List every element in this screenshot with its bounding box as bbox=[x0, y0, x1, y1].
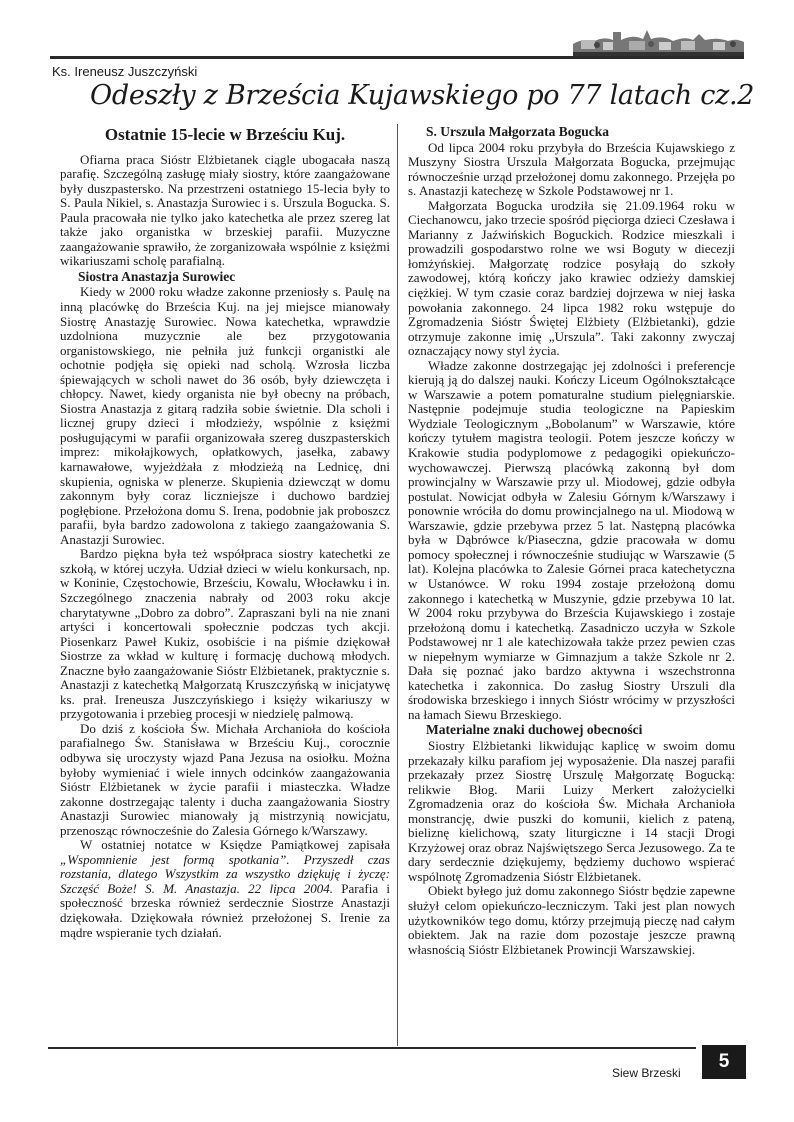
paragraph bbox=[60, 838, 390, 940]
section-heading: Ostatnie 15-lecie w Brześciu Kuj. bbox=[104, 125, 346, 144]
paragraph: Bardzo piękna była też współpraca siostry katechetki ze szkołą, w której uczyła. Udział dzieci w wielu konkursach, np. w Koninie, Częstochowie, Brześciu, Kowalu, Włocławku i in. Szczególnego znaczenia nabrały od 2003 roku akcje charytatywne „Dobro za dobro”. Zapraszani byli na nie znani artyści i koncertowali społecznie podczas tych akcji. Piosenkarz Paweł Kukiz, osobiście i na piśmie dziękował Siostrze za wkład w kulturę i formację duchową młodych. Znaczne było zaangażowanie Sióstr Elżbietanek, praktycznie s. Anastazji z katechetką Małgorzatą Kruszczyńską w inicjatywę ks. prał. Ireneusza Juszczyńskiego i księży wikariuszy w przygotowania i przebieg procesji w niedzielę palmową. bbox=[60, 546, 390, 722]
paragraph-text: Parafia i społeczność brzeska również serdecznie Siostrze Anastazji dziękowała. Dziękowała również przełożonej S. Irenie za mądre wspieranie tych działań. bbox=[60, 880, 391, 940]
article-title: Odeszły z Brześcia Kujawskiego po 77 latach cz.2 bbox=[90, 80, 755, 111]
footer-rule bbox=[48, 1047, 696, 1049]
paragraph: Władze zakonne dostrzegając jej zdolności i preferencje kierują ją do dalszej nauki. Kończy Liceum Ogólnokształcące w Warszawie a potem pomaturalne studium pielęgniarskie. Następnie podejmuje studia teologiczne na Papieskim Wydziale Teologicznym „Bobolanum” w Warszawie, które kończy tytułem magistra teologii. Potem jeszcze kończy w Krakowie studia podyplomowe z pedagogiki opiekuńczo-wychowawczej. Pierwszą placówką zakonną był dom prowincjalny w Warszawie przy ul. Miodowej, gdzie odbyła postulat. Nowicjat odbyła w Zalesiu Górnym k/Warszawy i ponownie wróciła do domu prowincjalnego na ul. Miodową w Warszawie, gdzie przebywa przez 5 lat. Następną placówka była w Dąbrówce k/Piaseczna, gdzie pracowała w domu pomocy społecznej i równocześnie studiując w Warszawie (5 lat). Kolejna placówka to Zalesie Górnei praca katechetyczna w Ustanówce. W roku 1994 zostaje przełożoną domu zakonnego i katechetką w Muszynie, gdzie przebywa 10 lat. W 2004 roku przybywa do Brześcia Kujawskiego i zostaje przełożoną domu i katechetką. Zasadniczo uczyła w Szkole Podstawowej nr 1 ale katechizowała także przez pewien czas w niepełnym wymiarze w Gimnazjum a także Szkole nr 2. Dała się poznać jako bardzo aktywna i wszechstronna katechetka i zakonnica. Do zasług Siostry Urszuli dla środowiska brzeskiego i innych Sióstr wrócimy w przyszłości na łamach Siewu Brzeskiego. bbox=[408, 357, 735, 722]
subheading: Siostra Anastazja Surowiec bbox=[78, 268, 236, 284]
author-name: Ks. Ireneusz Juszczyński bbox=[52, 64, 198, 79]
publication-name: Siew Brzeski bbox=[612, 1066, 681, 1080]
right-column bbox=[408, 124, 735, 957]
paragraph: Siostry Elżbietanki likwidując kaplicę w swoim domu przekazały kilku parafiom jej wyposażenie. Dla naszej parafii przekazały przez Siostrę Urszulę Małgorzatę Bogucką: relikwie Błog. Marii Luizy Merkert założycielki Zgromadzenia oraz do kościoła Św. Michała Archanioła monstrancję, dwie puszki do komunii, kielich z pateną, bieliznę kielichową, szaty liturgiczne i 14 stacji Drogi Krzyżowej oraz obraz Najświętszego Serca Jezusowego. Za te dary serdecznie dziękujemy, będziemy duchowo wspierać wspólnotę Zgromadzenia Sióstr Elżbietanek. bbox=[408, 737, 735, 884]
village-landscape-image bbox=[573, 22, 744, 56]
paragraph: Obiekt byłego już domu zakonnego Sióstr będzie zapewne służył celom opiekuńczo-leczniczym. Taki jest plan nowych użytkowników tego domu, którzy przejmują pieczę nad całym obiektem. Jak na razie dom pozostaje jeszcze prawną własnością Sióstr Elżbietanek Prowincji Warszawskiej. bbox=[408, 883, 735, 957]
paragraph: Małgorzata Bogucka urodziła się 21.09.1964 roku w Ciechanowcu, jako trzecie spośród pięciorga dzieci Czesława i Marianny z Jaźwińskich Boguckich. Rodzice mieszkali i prowadzili gospodarstwo rolne we wsi Boguty w diecezji łomżyńskiej. Małgorzatę rodzice posyłają do szkoły zawodowej, którą kończy jako krawiec odzieży damskiej ciężkiej. W tym czasie coraz bardziej dojrzewa w niej łaska powołania zakonnego. 24 lipca 1982 roku wstępuje do Zgromadzenia Sióstr Świętej Elżbiety (Elżbietanki), gdzie otrzymuje zakonne imię „Urszula”. Taki zakonny zwyczaj oznaczający nowy styl życia. bbox=[408, 197, 735, 359]
paragraph-text: W ostatniej notatce w Księdze Pamiątkowej zapisała bbox=[80, 837, 390, 853]
column-divider bbox=[397, 124, 398, 1046]
page-number: 5 bbox=[702, 1045, 746, 1079]
paragraph: Do dziś z kościoła Św. Michała Archanioła do kościoła parafialnego Św. Stanisława w Brześciu Kuj., corocznie odbywa się uroczysty wjazd Pana Jezusa na osiołku. Można byłoby wymieniać i wiele innych odcinków zaangażowania Sióstr Elżbietanek w życie parafii i miasteczka. Władze zakonne dostrzegając talenty i ducha zaangażowania Siostry Anastazji Surowiec mianowały ją mistrzynią nowicjatu, przenosząc równocześnie do Zalesia Górnego k/Warszawy. bbox=[60, 720, 390, 838]
left-column bbox=[60, 124, 390, 940]
paragraph: Od lipca 2004 roku przybyła do Brześcia Kujawskiego z Muszyny Siostra Urszula Małgorzata Bogucka, przejmując równocześnie urząd przełożonej domu zakonnego. Przejęła po s. Anastazji katechezę w Szkole Podstawowej nr 1. bbox=[408, 139, 735, 199]
guestbook-quote: „Wspomnienie jest formą spotkania”. Przyszedł czas rozstania, dlatego Wszystkim za wszystko dziękuję i życzę: Szczęść Boże! S. M. Anastazja. 22 lipca 2004. bbox=[60, 851, 390, 896]
subheading: S. Urszula Małgorzata Bogucka bbox=[426, 124, 609, 139]
paragraph: Ofiarna praca Sióstr Elżbietanek ciągle ubogacała naszą parafię. Szczególną zasługę miały siostry, które zaangażowane były duszpastersko. Na przestrzeni ostatniego 15-lecia były to S. Paula Nikiel, s. Anastazja Surowiec i s. Urszula Bogucka. S. Paula pracowała nie tylko jako katechetka ale przez szereg lat także jako organistka w brzeskiej parafii. Muzyczne zaangażowanie sprawiło, że zorganizowała wspólnie z księżmi wikariuszami scholę parafialną. bbox=[60, 151, 390, 269]
header-rule bbox=[50, 56, 744, 59]
subheading: Materialne znaki duchowej obecności bbox=[426, 722, 643, 738]
paragraph: Kiedy w 2000 roku władze zakonne przeniosły s. Paulę na inną placówkę do Brześcia Kuj. na jej miejsce mianowały Siostrę Anastazję Surowiec. Nowa katechetka, wprawdzie uzdolniona muzycznie ale bez przygotowania organistowskiego, nie pełniła już funkcji organistki ale ochotnie podjęła się opieki nad scholą. Wzrosła liczba śpiewających w scholi nawet do 36 osób, były dziewczęta i chłopcy. Nawet, kiedy organista nie był obecny na próbach, Siostra Anastazja z gitarą radziła sobie świetnie. Dla scholi i licznej grupy dzieci i młodzieży, wspólnie z księżmi posługującymi w parafii organizowała szereg duszpasterskich imprez: mikołajkowych, opłatkowych, jasełka, zabawy karnawałowe, wyjeżdżała z młodzieżą na Lednicę, dni skupienia, ogniska w plenerze. Skupienia dziewcząt w domu zakonnym były coraz liczniejsze i duchowo bardziej pogłębione. Przełożona domu S. Irena, podobnie jak proboszcz parafii, była bardzo zadowolona z takiego zaangażowania S. Anastazji Surowiec. bbox=[60, 284, 390, 547]
